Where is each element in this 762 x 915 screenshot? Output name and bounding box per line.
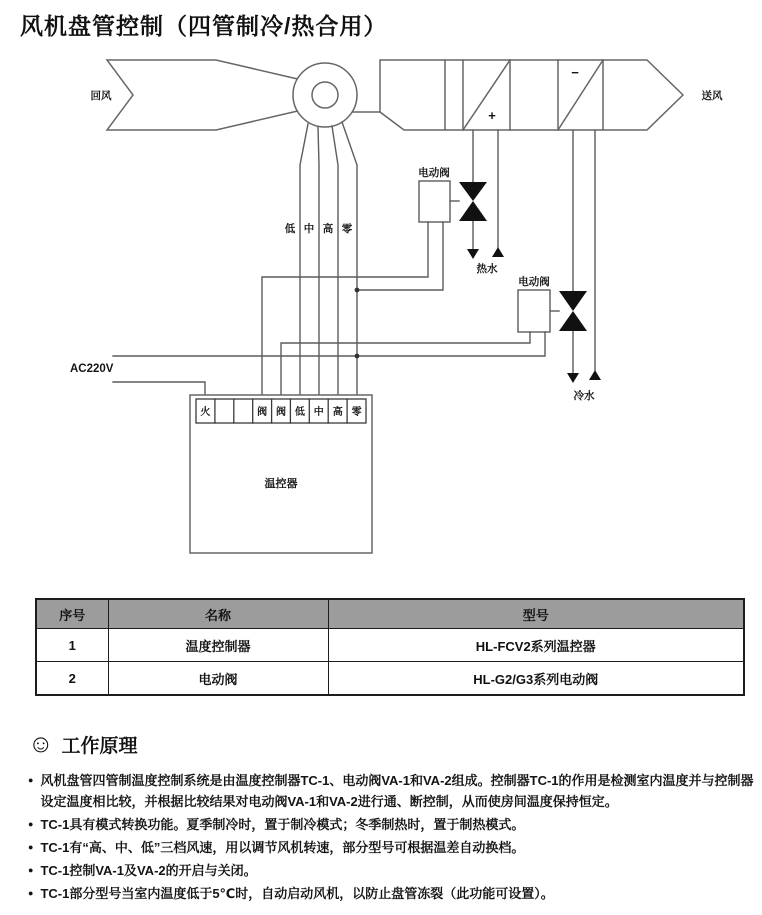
col-header-model: 型号 (328, 599, 744, 629)
supply-air-label: 送风 (701, 90, 723, 102)
hot-water-label: 热水 (476, 263, 498, 275)
return-air-label: 回风 (90, 90, 112, 102)
terminal-mid: 中 (313, 407, 324, 418)
terminal-valve-1: 阀 (257, 407, 268, 418)
thermostat (190, 395, 372, 553)
flow-down-arrow-icon (467, 249, 479, 259)
wiring-diagram (0, 50, 762, 565)
bullet-text: 风机盘管四管制温度控制系统是由温度控制器TC-1、电动阀VA-1和VA-2组成。控制器TC-1的作用是检测室内温度并与控制器设定温度相比较，并根据比较结果对电动阀VA-1和VA-2进行通、断控制，从而使房间温度保持恒定。 (40, 773, 754, 809)
page-title: 风机盘管控制（四管制冷/热合用） (20, 13, 388, 39)
table-row (36, 629, 744, 662)
motor-valve-1 (418, 130, 504, 275)
return-air-duct (107, 60, 302, 130)
smiley-icon: ☺ (28, 730, 54, 758)
terminal-zero: 零 (351, 407, 362, 418)
bullet-text: TC-1控制VA-1及VA-2的开启与关闭。 (40, 863, 257, 878)
power-label: AC220V (70, 363, 114, 375)
cooling-coil-sign: − (571, 65, 579, 80)
col-header-name: 名称 (108, 599, 328, 629)
list-item (28, 860, 754, 881)
motor-valve-2 (518, 130, 601, 402)
heating-coil-sign: + (488, 108, 496, 123)
list-item (28, 837, 754, 858)
table-header-row (36, 599, 744, 629)
bullet-icon: ● (28, 865, 34, 875)
bullet-text: TC-1有“高、中、低”三档风速，用以调节风机转速，部分型号可根据温差自动换档。 (40, 840, 525, 855)
parts-table (35, 598, 745, 696)
cold-water-label: 冷水 (573, 390, 595, 402)
terminal-live: 火 (200, 407, 211, 418)
principle-section-header (28, 731, 138, 758)
control-wires (113, 222, 545, 399)
supply-air-duct (380, 60, 683, 130)
bullet-icon: ● (28, 819, 34, 829)
bullet-icon: ● (28, 888, 34, 898)
flow-down-arrow-icon (567, 373, 579, 383)
thermostat-label: 温控器 (264, 478, 298, 490)
terminal-valve-2: 阀 (276, 407, 286, 418)
fan-speed-zero-label: 零 (341, 223, 353, 235)
flow-up-arrow-icon (492, 247, 504, 257)
heating-coil (463, 60, 510, 130)
bullet-icon: ● (28, 775, 34, 785)
list-item (28, 814, 754, 835)
air-duct (107, 60, 683, 130)
fan-speed-high-label: 高 (322, 223, 334, 235)
motor-valve-1-label: 电动阀 (418, 167, 450, 179)
fan-speed-wires (300, 122, 357, 399)
terminal-low: 低 (294, 407, 305, 418)
fan-speed-mid-label: 中 (303, 223, 315, 235)
bullet-text: TC-1部分型号当室内温度低于5℃时，自动启动风机，以防止盘管冻裂（此功能可设置）。 (40, 886, 554, 901)
fan-icon (293, 63, 357, 127)
principle-heading: 工作原理 (61, 736, 138, 757)
cooling-coil (558, 60, 603, 130)
principle-bullet-list (28, 770, 754, 906)
cell-index: 2 (36, 662, 108, 696)
col-header-index: 序号 (36, 599, 108, 629)
list-item (28, 883, 754, 904)
bullet-text: TC-1具有模式转换功能。夏季制冷时，置于制冷模式；冬季制热时，置于制热模式。 (40, 817, 525, 832)
list-item (28, 770, 754, 812)
terminal-high: 高 (332, 407, 343, 418)
cell-name: 温度控制器 (108, 629, 328, 662)
flow-up-arrow-icon (589, 370, 601, 380)
bullet-icon: ● (28, 842, 34, 852)
motor-valve-2-label: 电动阀 (518, 276, 550, 288)
cell-model: HL-FCV2系列温控器 (328, 629, 744, 662)
fan-speed-low-label: 低 (284, 223, 296, 235)
cell-name: 电动阀 (108, 662, 328, 696)
table-row (36, 662, 744, 696)
cell-index: 1 (36, 629, 108, 662)
cell-model: HL-G2/G3系列电动阀 (328, 662, 744, 696)
